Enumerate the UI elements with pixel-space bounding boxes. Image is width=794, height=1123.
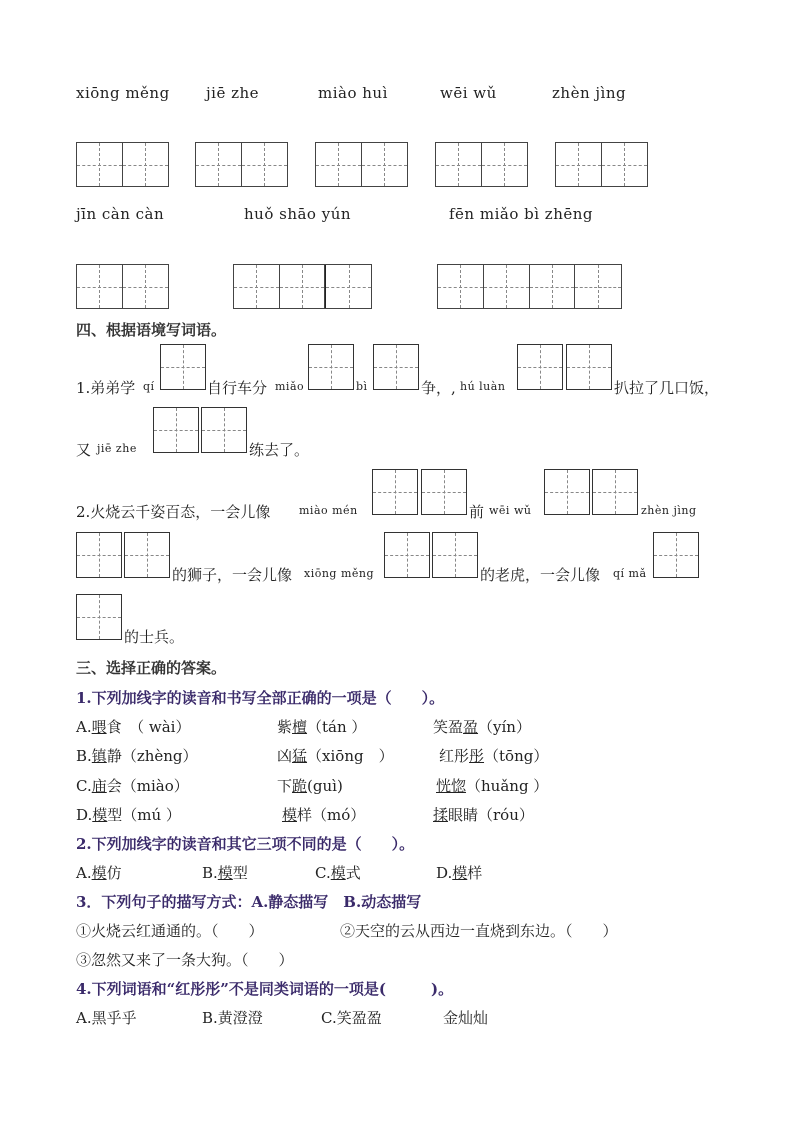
- answer-box[interactable]: [124, 532, 170, 578]
- sentence-text: 自行车分: [207, 379, 268, 397]
- option-a: A.黑乎乎: [76, 1009, 137, 1027]
- section-title: 三、选择正确的答案。: [76, 659, 227, 677]
- sentence-text: 又: [76, 441, 92, 459]
- writing-grid[interactable]: [76, 264, 169, 309]
- pinyin-hint: miào mén: [299, 504, 358, 517]
- writing-grid[interactable]: [76, 142, 169, 187]
- option-a: A.模仿: [76, 864, 122, 882]
- sentence-text: 1.弟弟学: [76, 379, 136, 397]
- answer-box[interactable]: [544, 469, 590, 515]
- option-b: B.黄澄澄: [202, 1009, 263, 1027]
- pinyin-label: jiē zhe: [206, 84, 260, 102]
- sentence-text: 练去了。: [249, 441, 310, 459]
- answer-box[interactable]: [373, 344, 419, 390]
- option-row: D.模型（mú ）: [76, 806, 181, 824]
- answer-box[interactable]: [421, 469, 467, 515]
- pinyin-hint: miǎo: [275, 380, 305, 393]
- writing-grid[interactable]: [555, 142, 648, 187]
- pinyin-hint: wēi wǔ: [489, 504, 532, 517]
- writing-grid[interactable]: [233, 264, 372, 309]
- pinyin-label: xiōng měng: [76, 84, 170, 102]
- answer-box[interactable]: [517, 344, 563, 390]
- option-row: 揉眼睛（róu）: [433, 806, 534, 824]
- option-d: 金灿灿: [443, 1009, 489, 1027]
- q3-item: ①火烧云红通通的。（ ）: [76, 922, 264, 940]
- answer-box[interactable]: [372, 469, 418, 515]
- answer-box[interactable]: [384, 532, 430, 578]
- answer-box[interactable]: [592, 469, 638, 515]
- pinyin-label: fēn miǎo bì zhēng: [449, 205, 593, 223]
- question-2: 2.下列加线字的读音和其它三项不同的是（ ）。: [76, 835, 415, 853]
- pinyin-hint: xiōng měng: [304, 567, 375, 580]
- option-row: C.庙会（miào）: [76, 777, 189, 795]
- pinyin-hint: qí mǎ: [613, 567, 647, 580]
- option-row: 笑盈盈（yín）: [433, 718, 531, 736]
- writing-grid[interactable]: [195, 142, 288, 187]
- answer-box[interactable]: [432, 532, 478, 578]
- pinyin-label: miào huì: [318, 84, 388, 102]
- answer-box[interactable]: [308, 344, 354, 390]
- writing-grid[interactable]: [315, 142, 408, 187]
- sentence-text: 争，,: [421, 379, 456, 397]
- option-row: 紫檀（tán ）: [277, 718, 367, 736]
- q3-item: ②天空的云从西边一直烧到东边。（ ）: [340, 922, 618, 940]
- sentence-text: 的老虎，一会儿像: [480, 566, 601, 584]
- sentence-text: 的狮子，一会儿像: [172, 566, 293, 584]
- pinyin-label: jīn càn càn: [76, 205, 165, 223]
- option-d: D.模样: [436, 864, 483, 882]
- writing-grid[interactable]: [435, 142, 528, 187]
- answer-box[interactable]: [76, 532, 122, 578]
- pinyin-label: huǒ shāo yún: [244, 205, 352, 223]
- question-3: 3．下列句子的描写方式：A.静态描写 B.动态描写: [76, 893, 422, 911]
- option-row: 凶猛（xiōng ）: [277, 747, 394, 765]
- pinyin-hint: jiē zhe: [97, 442, 137, 455]
- answer-box[interactable]: [201, 407, 247, 453]
- option-row: 红彤彤（tōng）: [439, 747, 549, 765]
- question-4: 4.下列词语和“红彤彤”不是同类词语的一项是( )。: [76, 980, 454, 998]
- writing-grid[interactable]: [437, 264, 622, 309]
- sentence-text: 2.火烧云千姿百态，一会儿像: [76, 503, 271, 521]
- sentence-text: 的士兵。: [124, 628, 185, 646]
- option-b: B.模型: [202, 864, 248, 882]
- option-row: A.喂食 （ wài）: [76, 718, 191, 736]
- pinyin-hint: zhèn jìng: [641, 504, 697, 517]
- option-c: C.笑盈盈: [321, 1009, 382, 1027]
- question-1: 1.下列加线字的读音和书写全部正确的一项是（ ）。: [76, 689, 445, 707]
- pinyin-hint: bì: [356, 380, 368, 393]
- option-row: B.镇静（zhèng）: [76, 747, 198, 765]
- section-title: 四、根据语境写词语。: [76, 321, 227, 339]
- option-c: C.模式: [315, 864, 361, 882]
- answer-box[interactable]: [160, 344, 206, 390]
- option-row: 下跪(guì): [277, 777, 343, 795]
- option-row: 恍惚（huǎng ）: [436, 777, 549, 795]
- answer-box[interactable]: [653, 532, 699, 578]
- pinyin-hint: qí: [143, 380, 155, 393]
- pinyin-label: zhèn jìng: [552, 84, 627, 102]
- answer-box[interactable]: [566, 344, 612, 390]
- answer-box[interactable]: [153, 407, 199, 453]
- answer-box[interactable]: [76, 594, 122, 640]
- pinyin-hint: hú luàn: [460, 380, 506, 393]
- option-row: 模样（mó）: [282, 806, 366, 824]
- sentence-text: 扒拉了几口饭，: [614, 379, 720, 397]
- q3-item: ③忽然又来了一条大狗。（ ）: [76, 951, 294, 969]
- pinyin-label: wēi wǔ: [440, 84, 497, 102]
- sentence-text: 前: [469, 503, 485, 521]
